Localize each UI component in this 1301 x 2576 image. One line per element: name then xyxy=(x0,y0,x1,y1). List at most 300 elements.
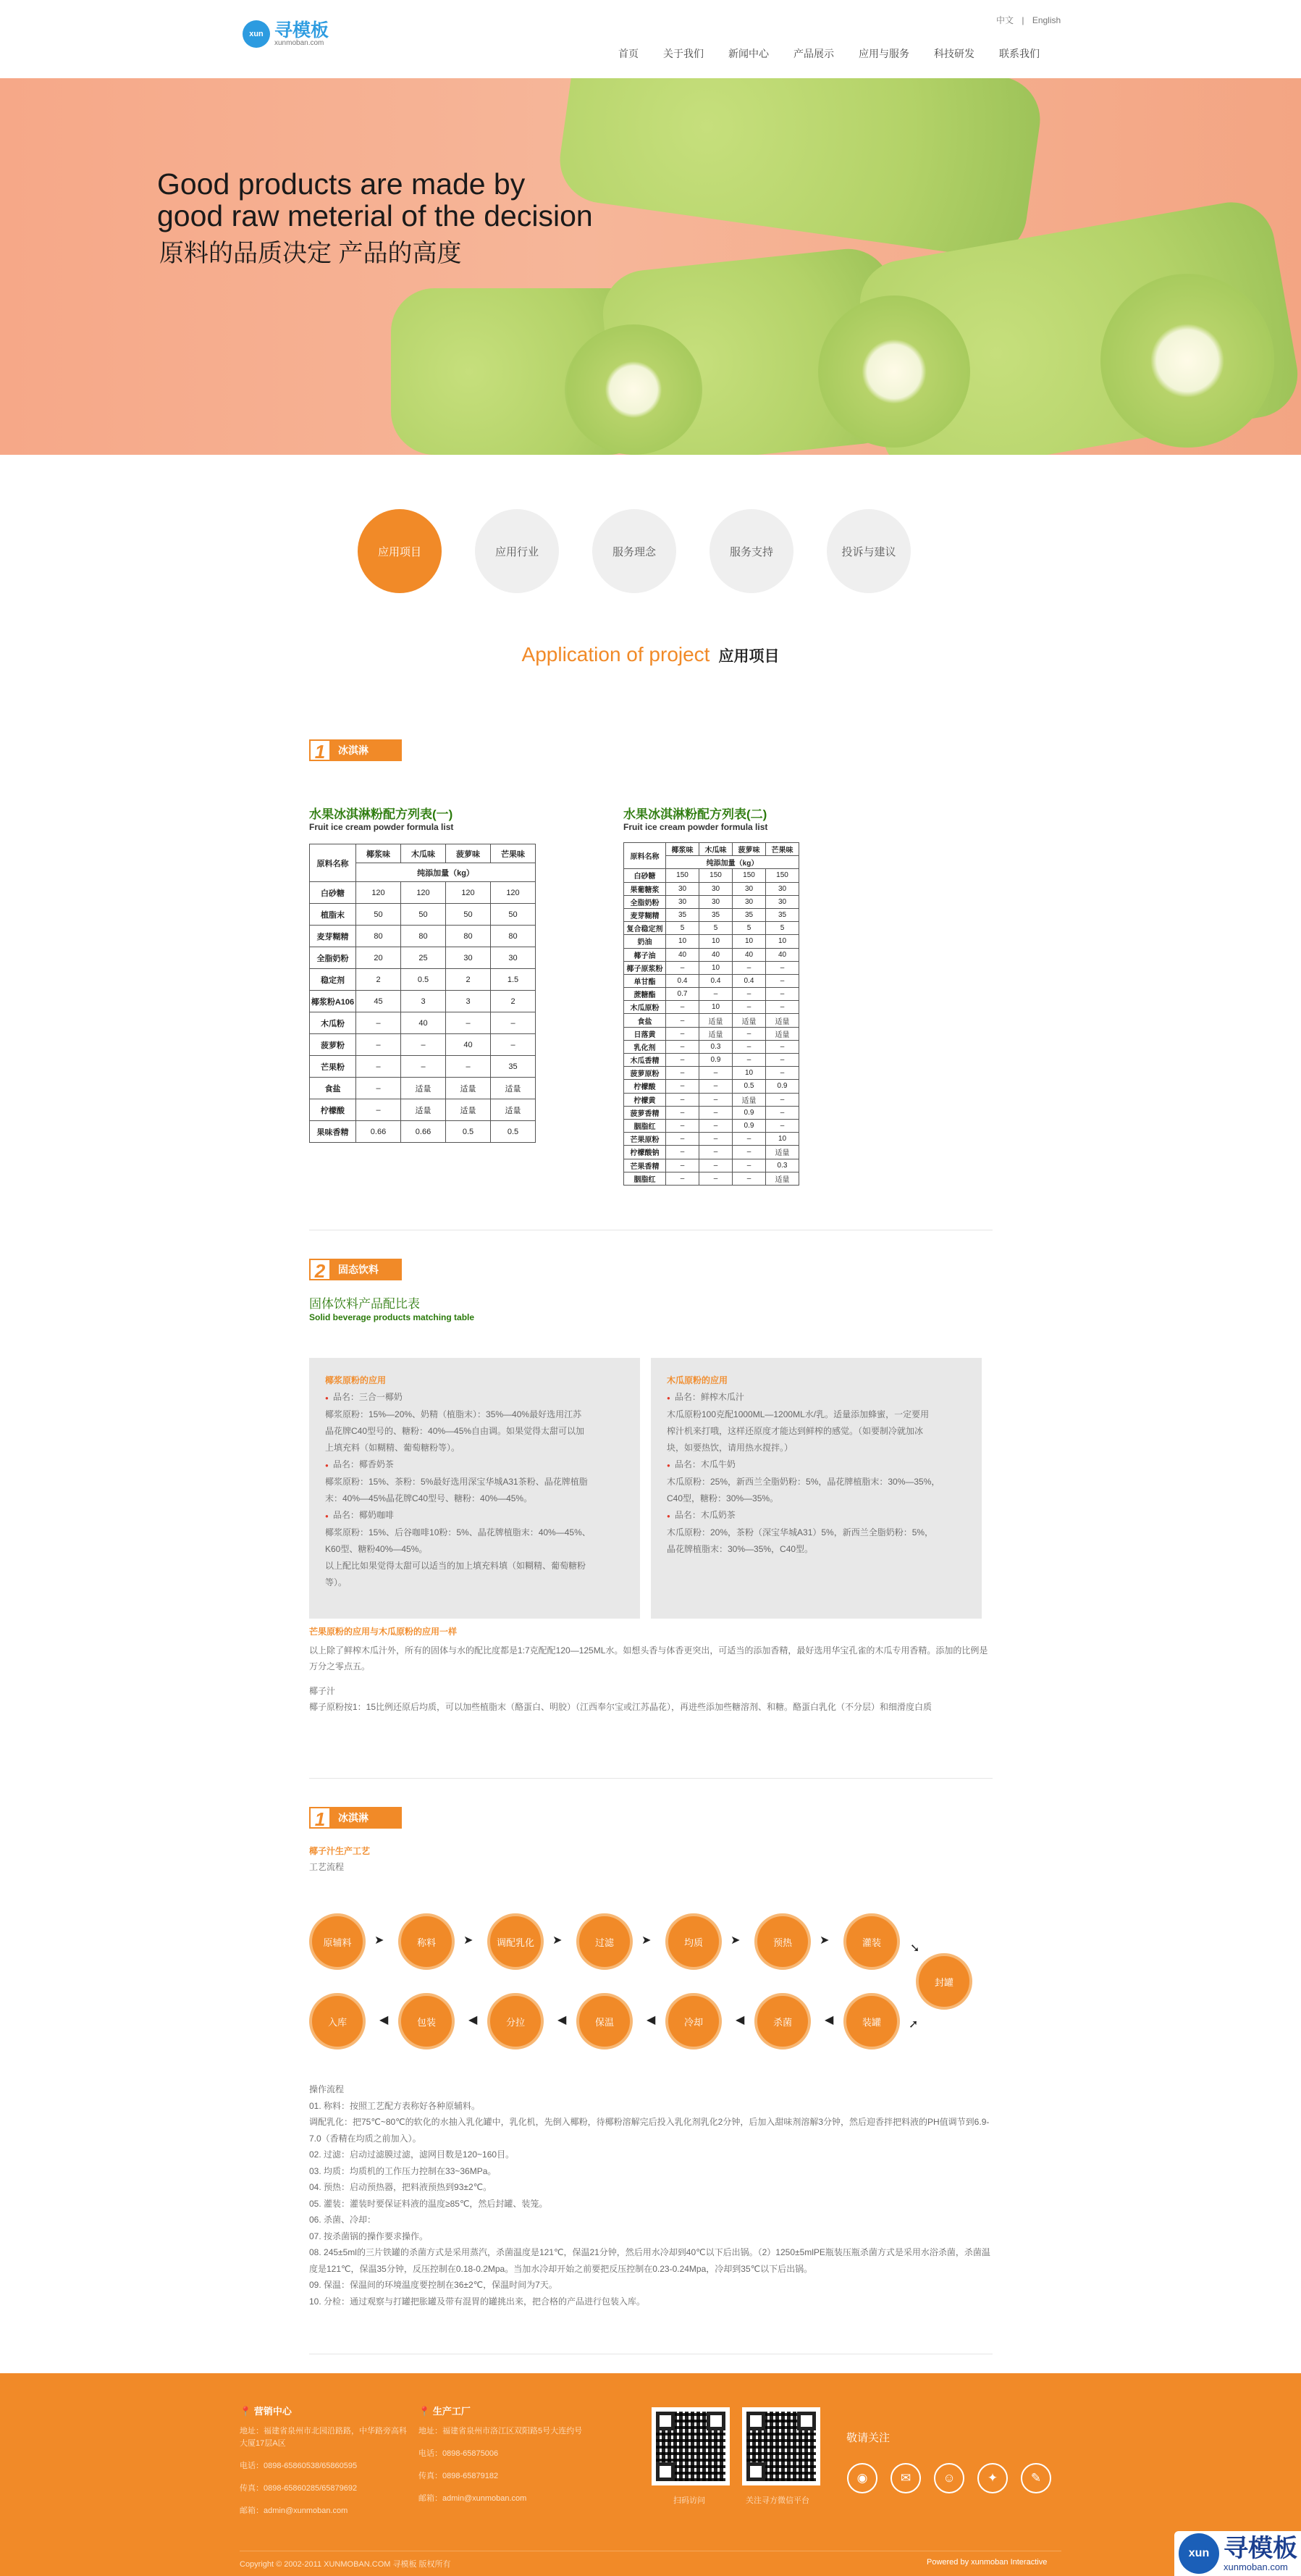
box-text-line: 晶花牌植脂末：30%—35%，C40型。 xyxy=(667,1544,814,1554)
table-cell: 适量 xyxy=(699,1027,733,1040)
table-row xyxy=(624,988,799,1001)
footer-contact-line: 地址：福建省泉州市洛江区双阳路5号大连约号 xyxy=(418,2427,583,2436)
tab-complaints[interactable]: 投诉与建议 xyxy=(827,509,911,593)
table-row-label: 菠萝原粉 xyxy=(624,1067,666,1080)
table-cell: – xyxy=(666,1014,699,1027)
table-row-label: 麦芽糊精 xyxy=(624,908,666,921)
box-text-line: K60型、糖粉40%—45%。 xyxy=(325,1544,428,1554)
table-cell: 0.5 xyxy=(446,1121,491,1143)
process-step: 冷却 xyxy=(665,1993,722,2050)
product-name-item: ● 品名：椰奶咖啡 xyxy=(325,1507,624,1524)
table-cell: 80 xyxy=(401,926,446,947)
arrow-right-icon: ➤ xyxy=(731,1934,741,1947)
table-cell: – xyxy=(356,1034,401,1056)
table-cell: – xyxy=(666,1133,699,1146)
table-row-label: 白砂糖 xyxy=(310,882,356,904)
table-row xyxy=(624,1093,799,1106)
product-name-item: ● 品名：鲜榨木瓜汁 xyxy=(667,1389,966,1406)
table-cell: – xyxy=(666,1119,699,1132)
table-cell: 适量 xyxy=(733,1014,766,1027)
process-step: 调配乳化 xyxy=(487,1913,544,1970)
table-cell: 120 xyxy=(446,882,491,904)
table-header: 椰浆味 xyxy=(356,844,401,863)
table-cell: – xyxy=(766,1040,799,1053)
table-cell: – xyxy=(666,1159,699,1172)
table-row xyxy=(624,1067,799,1080)
table-row xyxy=(624,1014,799,1027)
table-cell: 30 xyxy=(699,895,733,908)
box-text-line: 等）。 xyxy=(325,1577,348,1587)
product-name-item: ● 品名：三合一椰奶 xyxy=(325,1389,624,1406)
table-cell: 0.66 xyxy=(401,1121,446,1143)
powered-by: Powered by xunmoban Interactive xyxy=(927,2558,1048,2567)
weibo-icon[interactable]: ◉ xyxy=(847,2463,877,2493)
table-corner: 原料名称 xyxy=(310,844,356,882)
tab-projects[interactable]: 应用项目 xyxy=(358,509,442,593)
table-row-label: 菠萝粉 xyxy=(310,1034,356,1056)
table-cell: – xyxy=(699,1159,733,1172)
table-row xyxy=(624,935,799,948)
table-cell: – xyxy=(401,1056,446,1078)
table-row xyxy=(624,1146,799,1159)
table-row-label: 白砂糖 xyxy=(624,869,666,882)
table-row xyxy=(624,1001,799,1014)
operation-step: 01. 称料：按照工艺配方表称好各种原辅料。 xyxy=(309,2100,481,2111)
table-cell: 适量 xyxy=(491,1099,536,1121)
arrow-right-icon: ➤ xyxy=(374,1934,384,1947)
table-cell: 30 xyxy=(766,895,799,908)
table-cell: – xyxy=(766,1106,799,1119)
logo-badge: xun xyxy=(243,20,270,48)
table-unit: 纯添加量（kg） xyxy=(356,863,536,882)
table-row xyxy=(310,1078,536,1099)
box-text-line: 椰浆原粉：15%—20%、奶精（植脂末）：35%—40%最好选用江苏 xyxy=(325,1409,582,1419)
table-corner: 原料名称 xyxy=(624,843,666,869)
location-icon: 📍 xyxy=(418,2406,431,2417)
table-cell: 40 xyxy=(401,1012,446,1034)
table-cell: 0.9 xyxy=(733,1106,766,1119)
table-row-label: 椰子油 xyxy=(624,948,666,961)
table-header: 椰浆味 xyxy=(666,843,699,856)
table-row xyxy=(310,1012,536,1034)
process-step: 预热 xyxy=(754,1913,811,1970)
table-cell: – xyxy=(733,1146,766,1159)
footer-contact-line: 传真：0898-65879182 xyxy=(418,2472,499,2480)
table-cell: 0.9 xyxy=(733,1119,766,1132)
table-row-label: 柠檬酸钠 xyxy=(624,1146,666,1159)
lang-en-link[interactable]: English xyxy=(1032,15,1061,25)
table-row xyxy=(624,1119,799,1132)
operation-step: 09. 保温：保温间的环境温度要控制在36±2℃，保温时间为7天。 xyxy=(309,2280,557,2290)
table-cell: 0.3 xyxy=(699,1040,733,1053)
table-row xyxy=(310,1121,536,1143)
table-cell: 150 xyxy=(733,869,766,882)
arrow-left-icon: ◀ xyxy=(379,2014,389,2026)
table-row-label: 果味香精 xyxy=(310,1121,356,1143)
table-cell: 0.9 xyxy=(699,1054,733,1067)
table-cell: – xyxy=(766,1119,799,1132)
process-step: 封罐 xyxy=(916,1953,972,2010)
cake-roll-image xyxy=(555,78,1045,262)
table-cell: 50 xyxy=(356,904,401,926)
table-row-label: 日落黄 xyxy=(624,1027,666,1040)
table-cell: – xyxy=(666,1067,699,1080)
table-cell: – xyxy=(356,1012,401,1034)
table-cell: 50 xyxy=(491,904,536,926)
table-cell: – xyxy=(666,1106,699,1119)
table-cell: 0.5 xyxy=(733,1080,766,1093)
table-row-label: 胭脂红 xyxy=(624,1172,666,1185)
operation-step: 06. 杀菌、冷却： xyxy=(309,2215,376,2225)
table-row-label: 蔗糖酯 xyxy=(624,988,666,1001)
table-cell: – xyxy=(766,961,799,974)
footer-contact-line: 电话：0898-65860538/65860595 xyxy=(240,2462,358,2470)
table-cell: 35 xyxy=(666,908,699,921)
process-step: 保温 xyxy=(576,1993,633,2050)
table-row xyxy=(310,926,536,947)
footer-contact-line: 邮箱：admin@xunmoban.com xyxy=(240,2506,348,2515)
main-nav xyxy=(608,46,1054,61)
table-row-label: 单甘酯 xyxy=(624,974,666,987)
share-icon[interactable]: ✦ xyxy=(977,2463,1008,2493)
process-step: 过滤 xyxy=(576,1913,633,1970)
nav-home[interactable]: 首页 xyxy=(618,48,639,59)
table-row-label: 芒果香精 xyxy=(624,1159,666,1172)
arrow-right-icon: ➤ xyxy=(463,1934,473,1947)
table-cell: – xyxy=(356,1078,401,1099)
footer-sales-center: 📍 营销中心 地址：福建省泉州市北园沿路路，中华路旁高科大厦17层A区 电话：0898-65860538/65860595 传真：0898-65860285/65879692 邮箱：admin@xunmoban.com xyxy=(240,2401,413,2527)
watermark-url: xunmoban.com xyxy=(1224,2561,1288,2572)
watermark-title: 寻模板 xyxy=(1224,2534,1297,2562)
table-cell: – xyxy=(699,1172,733,1185)
table-cell: 50 xyxy=(446,904,491,926)
table-cell: – xyxy=(733,1001,766,1014)
table-cell: – xyxy=(733,961,766,974)
table-cell: 30 xyxy=(491,947,536,969)
table-cell: 120 xyxy=(401,882,446,904)
table-row xyxy=(310,904,536,926)
chat-icon[interactable]: ✎ xyxy=(1021,2463,1051,2493)
watermark-logo xyxy=(1174,2531,1301,2576)
table-cell: 35 xyxy=(733,908,766,921)
nav-news[interactable]: 新闻中心 xyxy=(728,48,769,59)
box-text-line: 上填充料（如糊精、葡萄糖粉等）。 xyxy=(325,1443,460,1453)
nav-products[interactable]: 产品展示 xyxy=(793,48,834,59)
operation-step: 05. 灌装：灌装时要保证料液的温度≥85℃，然后封罐、装笼。 xyxy=(309,2198,548,2209)
section-heading-solid-beverage: 2 固态饮料 xyxy=(309,1259,402,1280)
nav-applications[interactable]: 应用与服务 xyxy=(859,48,909,59)
table-row xyxy=(624,1106,799,1119)
arrow-right-icon: ➤ xyxy=(552,1934,563,1947)
table-row-label: 果葡糖浆 xyxy=(624,882,666,895)
nav-about[interactable]: 关于我们 xyxy=(663,48,704,59)
operation-step: 10. 分检：通过观察与打罐把胀罐及带有混胃的罐挑出来，把合格的产品进行包装入库。 xyxy=(309,2296,646,2307)
table-cell: 适量 xyxy=(766,1146,799,1159)
table-cell: 150 xyxy=(699,869,733,882)
table-row-label: 木瓜原粉 xyxy=(624,1001,666,1014)
table-cell: 35 xyxy=(491,1056,536,1078)
wechat-icon[interactable]: ✉ xyxy=(891,2463,921,2493)
page-title: Application of project 应用项目 xyxy=(521,643,780,666)
category-tabs xyxy=(358,509,944,593)
table-cell: 适量 xyxy=(766,1014,799,1027)
qr-code-wechat xyxy=(742,2407,820,2485)
table-header: 菠萝味 xyxy=(733,843,766,856)
table-cell: 10 xyxy=(733,935,766,948)
table-cell: 0.5 xyxy=(491,1121,536,1143)
table-row-label: 食盐 xyxy=(624,1014,666,1027)
table-cell: – xyxy=(356,1099,401,1121)
table-cell: – xyxy=(666,1027,699,1040)
table-cell: 30 xyxy=(766,882,799,895)
table-row xyxy=(310,947,536,969)
footer-contact-line: 传真：0898-65860285/65879692 xyxy=(240,2484,358,2493)
table-cell: 150 xyxy=(666,869,699,882)
section-heading-ice-cream: 1 冰淇淋 xyxy=(309,739,402,761)
table-cell: 2 xyxy=(491,991,536,1012)
table-row xyxy=(310,1056,536,1078)
table-row-label: 木瓜香精 xyxy=(624,1054,666,1067)
footer-factory: 📍 生产工厂 地址：福建省泉州市洛江区双阳路5号大连约号 电话：0898-65875006 传真：0898-65879182 邮箱：admin@xunmoban.com xyxy=(418,2401,592,2515)
operation-step: 07. 按杀菌锅的操作要求操作。 xyxy=(309,2231,429,2241)
table-cell: – xyxy=(491,1034,536,1056)
table-row-label: 胭脂红 xyxy=(624,1119,666,1132)
divider xyxy=(309,1778,993,1779)
footer-contact-line: 邮箱：admin@xunmoban.com xyxy=(418,2494,527,2503)
table-cell: 35 xyxy=(766,908,799,921)
table-cell: 40 xyxy=(733,948,766,961)
table-cell: – xyxy=(666,1054,699,1067)
box-text-line: 榨汁机来打哦，这样还原度才能达到鲜榨的感觉。（如要制冷就加冰 xyxy=(667,1426,924,1436)
table-row-label: 柠檬酸 xyxy=(310,1099,356,1121)
table-cell: 80 xyxy=(446,926,491,947)
table-header: 芒果味 xyxy=(491,844,536,863)
table2-title: 水果冰淇淋粉配方列表(二) xyxy=(623,807,767,821)
table-header: 木瓜味 xyxy=(699,843,733,856)
table-row xyxy=(624,882,799,895)
follow-us-label: 敬请关注 xyxy=(846,2432,891,2444)
table-cell: 适量 xyxy=(766,1172,799,1185)
tab-service-philosophy[interactable]: 服务理念 xyxy=(592,509,676,593)
box-heading: 椰浆原粉的应用 xyxy=(325,1375,387,1385)
table-unit: 纯添加量（kg） xyxy=(666,856,799,869)
table-cell: – xyxy=(699,1133,733,1146)
table-cell: 120 xyxy=(491,882,536,904)
table-cell: 40 xyxy=(446,1034,491,1056)
qq-icon[interactable]: ☺ xyxy=(934,2463,964,2493)
table-cell: – xyxy=(733,1133,766,1146)
table-cell: – xyxy=(699,988,733,1001)
table-cell: 30 xyxy=(446,947,491,969)
table-cell: 40 xyxy=(699,948,733,961)
table-cell: 10 xyxy=(699,935,733,948)
box-text-line: 椰浆原粉：15%、茶粉：5%最好选用深宝华城A31茶粉、晶花牌植脂 xyxy=(325,1477,588,1487)
table-row-label: 全脂奶粉 xyxy=(310,947,356,969)
table-row xyxy=(624,1172,799,1185)
table2-subtitle: Fruit ice cream powder formula list xyxy=(623,822,768,832)
table-cell: 10 xyxy=(766,935,799,948)
table-row-label: 柠檬黄 xyxy=(624,1093,666,1106)
formula-table-2 xyxy=(623,842,799,1186)
tab-service-support[interactable]: 服务支持 xyxy=(710,509,793,593)
process-step: 包装 xyxy=(398,1993,455,2050)
table-header: 菠萝味 xyxy=(446,844,491,863)
table-row-label: 柠檬酸 xyxy=(624,1080,666,1093)
table-cell: – xyxy=(401,1034,446,1056)
table-cell: – xyxy=(666,1146,699,1159)
banner-slogan-en: Good products are made by good raw meterial of the decision xyxy=(157,167,593,232)
table-row xyxy=(310,1099,536,1121)
table-cell: 150 xyxy=(766,869,799,882)
box-heading: 木瓜原粉的应用 xyxy=(667,1375,728,1385)
footer-contact-line: 地址：福建省泉州市北园沿路路，中华路旁高科大厦17层A区 xyxy=(240,2427,407,2448)
logo-title: 寻模板 xyxy=(274,20,329,41)
table-header: 芒果味 xyxy=(766,843,799,856)
table-cell: – xyxy=(733,1159,766,1172)
table-cell: – xyxy=(666,1001,699,1014)
table-cell: 0.4 xyxy=(699,974,733,987)
operation-step: 02. 过滤：启动过滤膜过滤，滤网目数是120~160目。 xyxy=(309,2149,515,2160)
table-cell: – xyxy=(491,1012,536,1034)
lang-cn-link[interactable]: 中文 xyxy=(996,15,1014,25)
table-cell: 5 xyxy=(699,922,733,935)
table-cell: 2 xyxy=(356,969,401,991)
table-cell: – xyxy=(699,1093,733,1106)
qr-caption-wechat: 关注寻方微信平台 xyxy=(746,2496,809,2505)
arrow-left-icon: ◀ xyxy=(468,2014,478,2026)
table-cell: 10 xyxy=(766,1133,799,1146)
table-cell: – xyxy=(733,1054,766,1067)
table-cell: 120 xyxy=(356,882,401,904)
section-heading-process: 1 冰淇淋 xyxy=(309,1807,402,1829)
location-icon: 📍 xyxy=(240,2406,252,2417)
mango-note: 芒果原粉的应用与木瓜原粉的应用一样 以上除了鲜榨木瓜汁外，所有的固体与水的配比度都是1:7克配配120—125ML水。如想头香与体香更突出，可适当的添加香精，最好选用华宝孔雀的木瓜专用香精。添加的比例是万分之零点五。 椰子汁 椰子原粉按1：15比例还原后均质，可以加些植脂末（酪蛋白、明胶）（江西奉尔宝或江苏晶花），再进些添加些糖溶剂、和糖。酪蛋白乳化（不分层）和细滑度白质 xyxy=(309,1627,988,1712)
banner-slogan-cn: 原料的品质决定 产品的高度 xyxy=(159,240,462,267)
arrow-left-icon: ➘ xyxy=(910,1942,920,1955)
table-cell: – xyxy=(666,1040,699,1053)
watermark-badge: xun xyxy=(1179,2533,1219,2574)
table-row-label: 芒果粉 xyxy=(310,1056,356,1078)
operation-step: 调配乳化：把75℃~80℃的软化的水抽入乳化罐中，乳化机，先倒入椰粉，待椰粉溶解完后投入乳化剂乳化2分钟，后加入甜味剂溶解3分钟，然后迎香拌把料液的PH值调节到6.9-7.0（香精在均质之前加入）。 xyxy=(309,2117,990,2144)
table-cell: – xyxy=(699,1106,733,1119)
tab-industries[interactable]: 应用行业 xyxy=(475,509,559,593)
logo-url: xunmoban.com xyxy=(274,39,324,47)
table-cell: 2 xyxy=(446,969,491,991)
table-cell: 0.9 xyxy=(766,1080,799,1093)
table-cell: – xyxy=(666,1093,699,1106)
operation-step: 08. 245±5ml的三片铁罐的杀菌方式是采用蒸汽，杀菌温度是121℃，保温21分钟，然后用水冷却到40℃以下后出锅。（2）1250±5mlPE瓶装压瓶杀菌方式是采用水浴杀菌，杀菌温度是121℃，保温35分钟，反压控制在0.18-0.2Mpa。当加水冷却开始之前要把反压控制在0.23-0.24Mpa，冷却到35℃以下后出锅。 xyxy=(309,2247,990,2274)
solid-beverage-title: 固体饮料产品配比表 xyxy=(309,1297,420,1311)
table-row-label: 芒果原粉 xyxy=(624,1133,666,1146)
footer-contact-line: 电话：0898-65875006 xyxy=(418,2449,499,2458)
lang-separator: | xyxy=(1022,15,1024,25)
table-header: 木瓜味 xyxy=(401,844,446,863)
logo[interactable] xyxy=(243,20,329,48)
table-cell: – xyxy=(666,961,699,974)
table-cell: 30 xyxy=(733,895,766,908)
table-row-label: 椰子原浆粉 xyxy=(624,961,666,974)
table-cell: 适量 xyxy=(446,1078,491,1099)
table-cell: – xyxy=(699,1080,733,1093)
table-cell: – xyxy=(766,988,799,1001)
table-row xyxy=(624,922,799,935)
language-switch xyxy=(993,14,1064,26)
table-cell: 0.66 xyxy=(356,1121,401,1143)
table-cell: – xyxy=(733,1027,766,1040)
qr-caption-site: 扫码访问 xyxy=(673,2496,705,2505)
box-text-line: 以上配比如果觉得太甜可以适当的加上填充料填（如糊精、葡萄糖粉 xyxy=(325,1561,586,1571)
arrow-left-icon: ➚ xyxy=(909,2018,919,2031)
table-row xyxy=(310,1034,536,1056)
copyright: Copyright © 2002-2011 XUNMOBAN.COM 寻模板 版权所有 xyxy=(240,2560,451,2569)
process-step: 灌装 xyxy=(843,1913,900,1970)
table-row-label: 椰浆粉A106 xyxy=(310,991,356,1012)
table-cell: 25 xyxy=(401,947,446,969)
nav-rnd[interactable]: 科技研发 xyxy=(934,48,974,59)
table-cell: 40 xyxy=(766,948,799,961)
qr-code-site xyxy=(652,2407,730,2485)
table-cell: 30 xyxy=(666,882,699,895)
cake-roll-end xyxy=(1100,274,1274,448)
box-text-line: 木瓜原粉：25%，新西兰全脂奶粉：5%，晶花牌植脂末：30%—35%， xyxy=(667,1477,940,1487)
arrow-left-icon: ◀ xyxy=(825,2014,834,2026)
table-row-label: 稳定剂 xyxy=(310,969,356,991)
box-text-line: 晶花牌C40型号的、糖粉：40%—45%自由调。如果觉得太甜可以加 xyxy=(325,1426,585,1436)
table1-title: 水果冰淇淋粉配方列表(一) xyxy=(309,807,453,821)
formula-table-1 xyxy=(309,844,536,1143)
table-cell: 适量 xyxy=(699,1014,733,1027)
table-cell: – xyxy=(699,1146,733,1159)
table-cell: 适量 xyxy=(491,1078,536,1099)
table-row-label: 食盐 xyxy=(310,1078,356,1099)
table-cell: – xyxy=(733,1172,766,1185)
box-text-line: 木瓜原粉：20%，茶粉（深宝华城A31）5%，新西兰全脂奶粉：5%， xyxy=(667,1527,934,1537)
table-row xyxy=(624,1040,799,1053)
table-cell: 0.4 xyxy=(733,974,766,987)
table-row xyxy=(310,882,536,904)
table-cell: – xyxy=(699,1119,733,1132)
table-cell: 45 xyxy=(356,991,401,1012)
table-cell: 0.5 xyxy=(401,969,446,991)
table-cell: 5 xyxy=(733,922,766,935)
table-cell: 5 xyxy=(666,922,699,935)
cake-roll-end xyxy=(818,295,970,448)
table-row-label: 全脂奶粉 xyxy=(624,895,666,908)
operation-step: 04. 预热：启动预热器，把料液预热到93±2℃。 xyxy=(309,2182,492,2192)
table-cell: 30 xyxy=(733,882,766,895)
box-text-line: 木瓜原粉100克配1000ML—1200ML水/乳。适量添加蜂蜜，一定要用 xyxy=(667,1409,930,1419)
ops-title: 操作流程 xyxy=(309,2084,345,2094)
nav-contact[interactable]: 联系我们 xyxy=(999,48,1040,59)
table-cell: 0.3 xyxy=(766,1159,799,1172)
table-cell: 10 xyxy=(666,935,699,948)
table-cell: – xyxy=(733,1040,766,1053)
table-row xyxy=(624,974,799,987)
table-cell: 20 xyxy=(356,947,401,969)
table-cell: – xyxy=(766,1093,799,1106)
process-step: 装罐 xyxy=(843,1993,900,2050)
table-row xyxy=(624,1159,799,1172)
table-cell: 适量 xyxy=(401,1078,446,1099)
process-step: 入库 xyxy=(309,1993,366,2050)
table-row xyxy=(310,969,536,991)
table-row xyxy=(624,908,799,921)
arrow-left-icon: ◀ xyxy=(647,2014,656,2026)
cake-roll-end xyxy=(565,324,702,455)
operation-step: 03. 均质：均质机的工作压力控制在33~36MPa。 xyxy=(309,2165,497,2176)
table-cell: – xyxy=(666,1080,699,1093)
site-footer xyxy=(0,2373,1301,2576)
